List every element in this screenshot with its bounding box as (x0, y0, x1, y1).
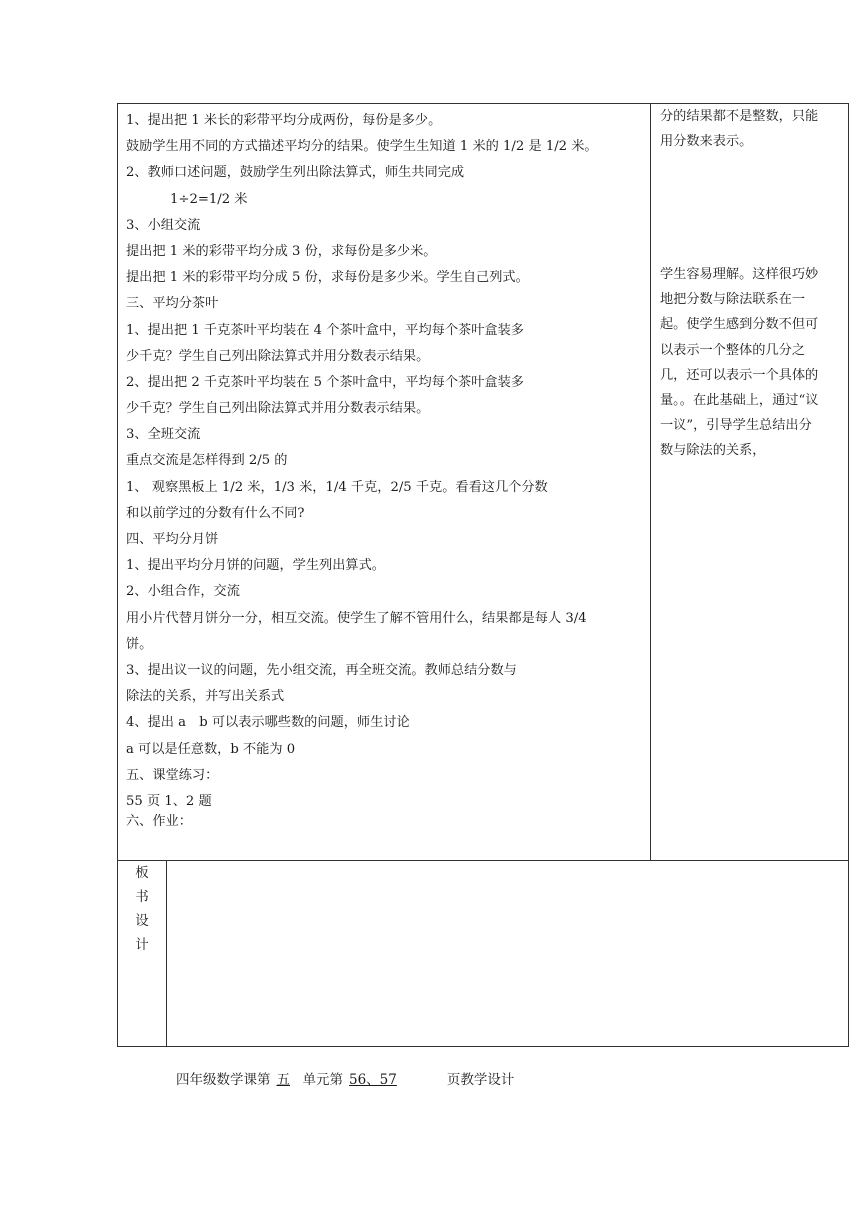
process-line: 4、提出 a b 可以表示哪些数的问题，师生讨论 (126, 715, 410, 731)
note-line: 学生容易理解。这样很巧妙 (660, 267, 819, 282)
section-heading: 五、课堂练习： (126, 767, 219, 783)
note-line: 几，还可以表示一个具体的 (660, 367, 819, 383)
process-line: 提出把 1 米的彩带平均分成 3 份，求每份是多少米。 (126, 243, 437, 259)
design-notes-bottom (660, 262, 844, 464)
board-design-area (167, 861, 848, 1046)
page-footer (176, 1068, 514, 1088)
process-line: 鼓励学生用不同的方式描述平均分的结果。使学生生知道 1 米的 1/2 是 1/2 米。 (126, 139, 598, 155)
page-numbers: 56、57 (349, 1072, 397, 1088)
note-line: 起。使学生感到分数不但可 (660, 317, 819, 333)
process-line: 1、提出平均分月饼的问题，学生列出算式。 (126, 558, 385, 574)
note-line: 一议”，引导学生总结出分 (660, 418, 812, 434)
note-line: 分的结果都不是整数，只能 (660, 109, 819, 124)
process-line: 2、提出把 2 千克茶叶平均装在 5 个茶叶盒中，平均每个茶叶盒装多 (126, 374, 524, 390)
note-line: 地把分数与除法联系在一 (660, 292, 806, 308)
board-label-char: 计 (135, 937, 149, 953)
board-label-char: 设 (135, 913, 149, 929)
note-line: 以表示一个整体的几分之 (660, 342, 806, 358)
note-line: 量。。在此基础上，通过“议 (660, 392, 819, 408)
design-notes-top (660, 104, 844, 154)
process-line: 1÷2=1/2 米 (170, 191, 248, 207)
process-line: 2、教师口述问题，鼓励学生列出除法算式，师生共同完成 (126, 165, 465, 181)
process-line: 和以前学过的分数有什么不同? (126, 505, 305, 521)
footer-suffix: 页教学设计 (446, 1072, 515, 1088)
board-label-char: 板 (135, 865, 149, 881)
process-line: 1、提出把 1 千克茶叶平均装在 4 个茶叶盒中，平均每个茶叶盒装多 (126, 322, 524, 338)
process-line: 1、提出把 1 米长的彩带平均分成两份，每份是多少。 (126, 113, 442, 128)
note-line: 数与除法的关系， (660, 443, 766, 459)
process-line: 少千克？学生自己列出除法算式并用分数表示结果。 (126, 348, 430, 364)
footer-middle: 单元第 (302, 1072, 343, 1088)
process-line: 2、小组合作，交流 (126, 584, 240, 600)
process-line: 提出把 1 米的彩带平均分成 5 份，求每份是多少米。学生自己列式。 (126, 270, 529, 286)
footer-prefix: 四年级数学课第 (176, 1072, 271, 1088)
board-label-char: 书 (135, 889, 149, 905)
process-line: 3、全班交流 (126, 427, 201, 443)
process-line: 55 页 1、2 题 (126, 793, 212, 809)
lesson-table (117, 103, 849, 1047)
process-line: 少千克？学生自己列出除法算式并用分数表示结果。 (126, 401, 430, 417)
note-line: 用分数来表示。 (660, 134, 753, 150)
section-heading: 六、作业： (126, 813, 192, 829)
process-line: 用小片代替月饼分一分，相互交流。使学生了解不管用什么，结果都是每人 3/4 (126, 610, 587, 626)
board-design-label (118, 861, 166, 957)
process-line: 1、 观察黑板上 1/2 米，1/3 米，1/4 千克，2/5 千克。看看这几个分数 (126, 479, 548, 495)
unit-number: 五 (276, 1072, 290, 1088)
process-line: 除法的关系，并写出关系式 (126, 689, 285, 705)
teaching-process-cell (126, 108, 654, 835)
process-line: 3、提出议一议的问题，先小组交流，再全班交流。教师总结分数与 (126, 662, 517, 678)
process-line: 3、小组交流 (126, 217, 201, 233)
process-line: 重点交流是怎样得到 2/5 的 (126, 453, 288, 469)
section-heading: 四、平均分月饼 (126, 532, 219, 547)
process-line: a 可以是任意数，b 不能为 0 (126, 741, 296, 757)
section-heading: 三、平均分茶叶 (126, 296, 219, 312)
process-line: 饼。 (126, 636, 153, 652)
